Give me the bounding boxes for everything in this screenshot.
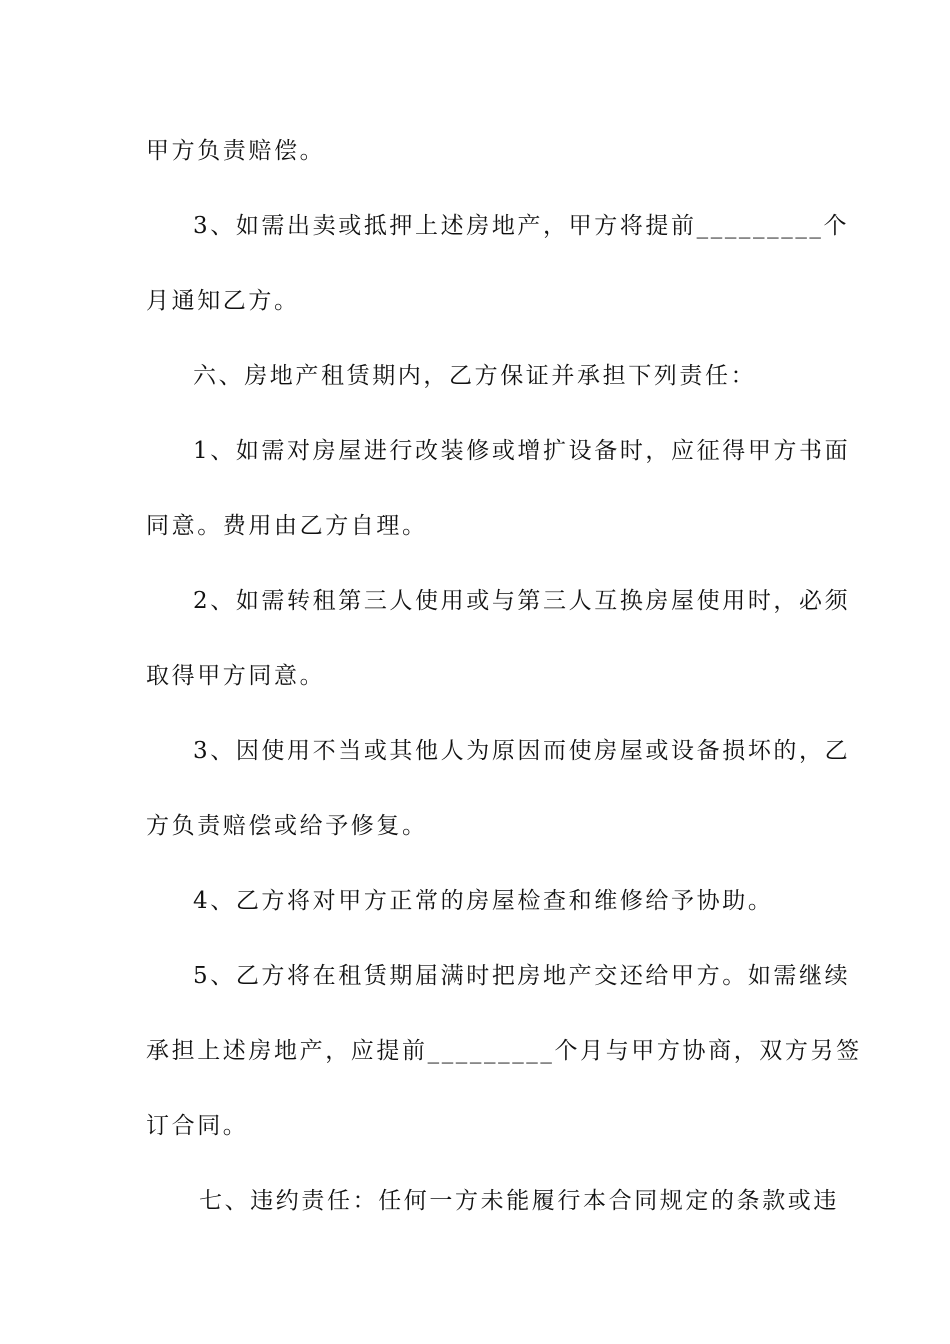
text-line: 3、如需出卖或抵押上述房地产，甲方将提前_________个 xyxy=(193,213,850,239)
text-line: 甲方负责赔偿。 xyxy=(146,138,326,164)
section-heading: 七、违约责任：任何一方未能履行本合同规定的条款或违 xyxy=(199,1188,839,1214)
text-line: 月通知乙方。 xyxy=(146,288,300,314)
text-line: 3、因使用不当或其他人为原因而使房屋或设备损坏的，乙 xyxy=(193,738,851,764)
text-line: 承担上述房地产，应提前_________个月与甲方协商，双方另签 xyxy=(146,1038,862,1064)
text-line: 2、如需转租第三人使用或与第三人互换房屋使用时，必须 xyxy=(193,588,851,614)
text-line: 1、如需对房屋进行改装修或增扩设备时，应征得甲方书面 xyxy=(193,438,851,464)
section-heading: 六、房地产租赁期内，乙方保证并承担下列责任： xyxy=(193,363,757,389)
text-line: 同意。费用由乙方自理。 xyxy=(146,513,428,539)
text-line: 取得甲方同意。 xyxy=(146,663,326,689)
text-line: 订合同。 xyxy=(146,1113,249,1139)
text-line: 方负责赔偿或给予修复。 xyxy=(146,813,428,839)
text-line: 5、乙方将在租赁期届满时把房地产交还给甲方。如需继续 xyxy=(193,963,851,989)
text-line: 4、乙方将对甲方正常的房屋检查和维修给予协助。 xyxy=(193,888,774,914)
